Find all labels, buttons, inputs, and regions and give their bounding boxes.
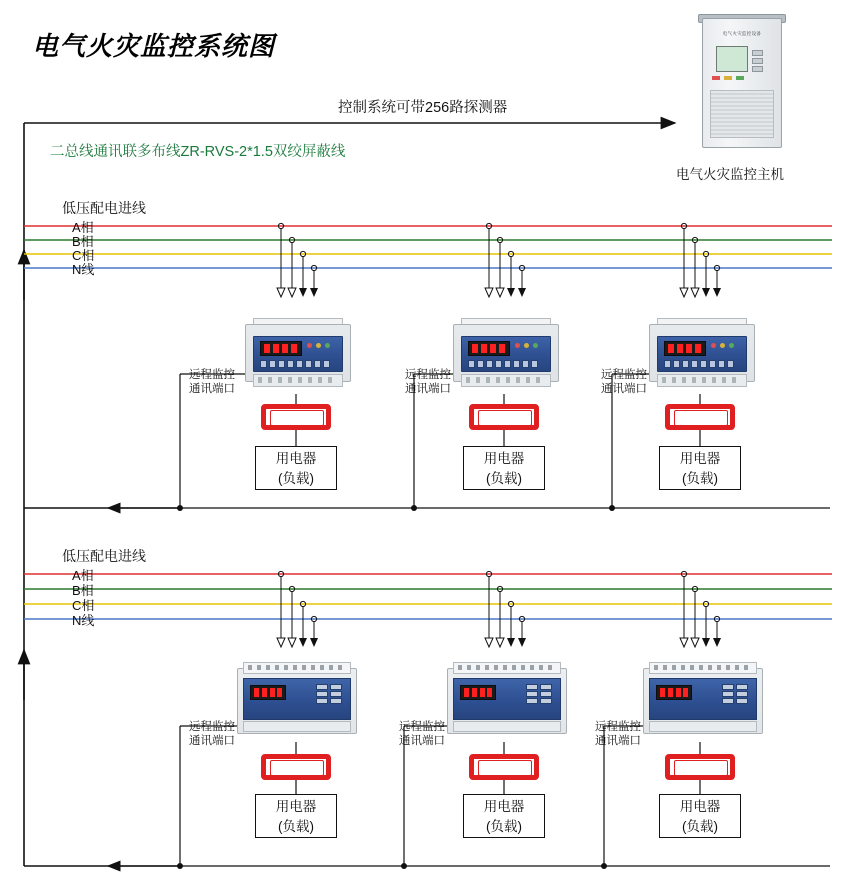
- ct-clamp-g1-u1: [261, 404, 331, 430]
- load-label-line1: 用电器: [483, 799, 525, 814]
- group-1-phase-a-label: A相: [72, 220, 94, 235]
- host-panel-header: 电气火灾监控设备: [722, 31, 762, 36]
- load-label-line1: 用电器: [275, 451, 317, 466]
- detector-device-g1-u1: [245, 312, 349, 390]
- group-2-phase-n-label: N线: [72, 613, 95, 628]
- load-label-line2: (负载): [682, 819, 718, 834]
- comm-port-line1: 远程监控: [595, 721, 641, 733]
- comm-port-line1: 远程监控: [189, 721, 235, 733]
- load-label-line1: 用电器: [483, 451, 525, 466]
- comm-port-label-g1-u1: [176, 368, 248, 396]
- comm-port-label-g2-u2: [386, 720, 458, 748]
- comm-port-line2: 通讯端口: [189, 735, 235, 747]
- detector-device-g2-u1: [237, 658, 355, 742]
- host-grill: [710, 90, 774, 138]
- group-1-phase-n-label: N线: [72, 262, 95, 277]
- group-1-phase-b-label: B相: [72, 234, 94, 249]
- group-2-section-label: 低压配电进线: [62, 548, 146, 564]
- ct-clamp-g1-u3: [665, 404, 735, 430]
- comm-port-label-g2-u3: [582, 720, 654, 748]
- comm-port-line2: 通讯端口: [189, 383, 235, 395]
- ct-clamp-g2-u1: [261, 754, 331, 780]
- load-label-line2: (负载): [682, 471, 718, 486]
- comm-port-line2: 通讯端口: [595, 735, 641, 747]
- device-display-g1-u1: [260, 341, 302, 356]
- group-2-phase-c-label: C相: [72, 598, 95, 613]
- comm-port-line2: 通讯端口: [601, 383, 647, 395]
- comm-port-line1: 远程监控: [601, 369, 647, 381]
- load-label-line2: (负载): [486, 471, 522, 486]
- comm-port-line1: 远程监控: [405, 369, 451, 381]
- group-2-phase-b-label: B相: [72, 583, 94, 598]
- host-screen: [716, 46, 748, 72]
- load-box-g2-u1: [255, 794, 337, 838]
- comm-port-label-g1-u3: [588, 368, 660, 396]
- load-label-line1: 用电器: [275, 799, 317, 814]
- bus-line-label: 二总线通讯联多布线ZR-RVS-2*1.5双绞屏蔽线: [50, 144, 346, 160]
- host-button-1: [752, 50, 763, 56]
- load-label-line2: (负载): [486, 819, 522, 834]
- comm-port-line1: 远程监控: [189, 369, 235, 381]
- host-led-alarm: [712, 76, 720, 80]
- host-button-3: [752, 66, 763, 72]
- detector-device-g2-u2: [447, 658, 565, 742]
- host-led-power: [736, 76, 744, 80]
- host-button-2: [752, 58, 763, 64]
- comm-port-line1: 远程监控: [399, 721, 445, 733]
- load-label-line2: (负载): [278, 819, 314, 834]
- host-name-label: 电气火灾监控主机: [676, 167, 784, 182]
- group-2-phase-a-label: A相: [72, 568, 94, 583]
- device-display-g2-u3: [656, 685, 692, 700]
- detector-device-g1-u3: [649, 312, 753, 390]
- load-box-g1-u2: [463, 446, 545, 490]
- detector-device-g2-u3: [643, 658, 761, 742]
- control-capacity-label: 控制系统可带256路探测器: [338, 100, 508, 116]
- host-led-fault: [724, 76, 732, 80]
- load-label-line1: 用电器: [679, 451, 721, 466]
- ct-clamp-g2-u3: [665, 754, 735, 780]
- load-box-g2-u3: [659, 794, 741, 838]
- device-display-g1-u2: [468, 341, 510, 356]
- comm-port-label-g2-u1: [176, 720, 248, 748]
- ct-clamp-g2-u2: [469, 754, 539, 780]
- ct-clamp-g1-u2: [469, 404, 539, 430]
- device-display-g2-u1: [250, 685, 286, 700]
- load-box-g1-u3: [659, 446, 741, 490]
- comm-port-label-g1-u2: [392, 368, 464, 396]
- group-1-section-label: 低压配电进线: [62, 200, 146, 216]
- load-label-line1: 用电器: [679, 799, 721, 814]
- detector-device-g1-u2: [453, 312, 557, 390]
- load-label-line2: (负载): [278, 471, 314, 486]
- load-box-g2-u2: [463, 794, 545, 838]
- comm-port-line2: 通讯端口: [405, 383, 451, 395]
- load-box-g1-u1: [255, 446, 337, 490]
- page-title: 电气火灾监控系统图: [32, 32, 276, 61]
- group-1-phase-c-label: C相: [72, 248, 95, 263]
- device-display-g2-u2: [460, 685, 496, 700]
- comm-port-line2: 通讯端口: [399, 735, 445, 747]
- device-display-g1-u3: [664, 341, 706, 356]
